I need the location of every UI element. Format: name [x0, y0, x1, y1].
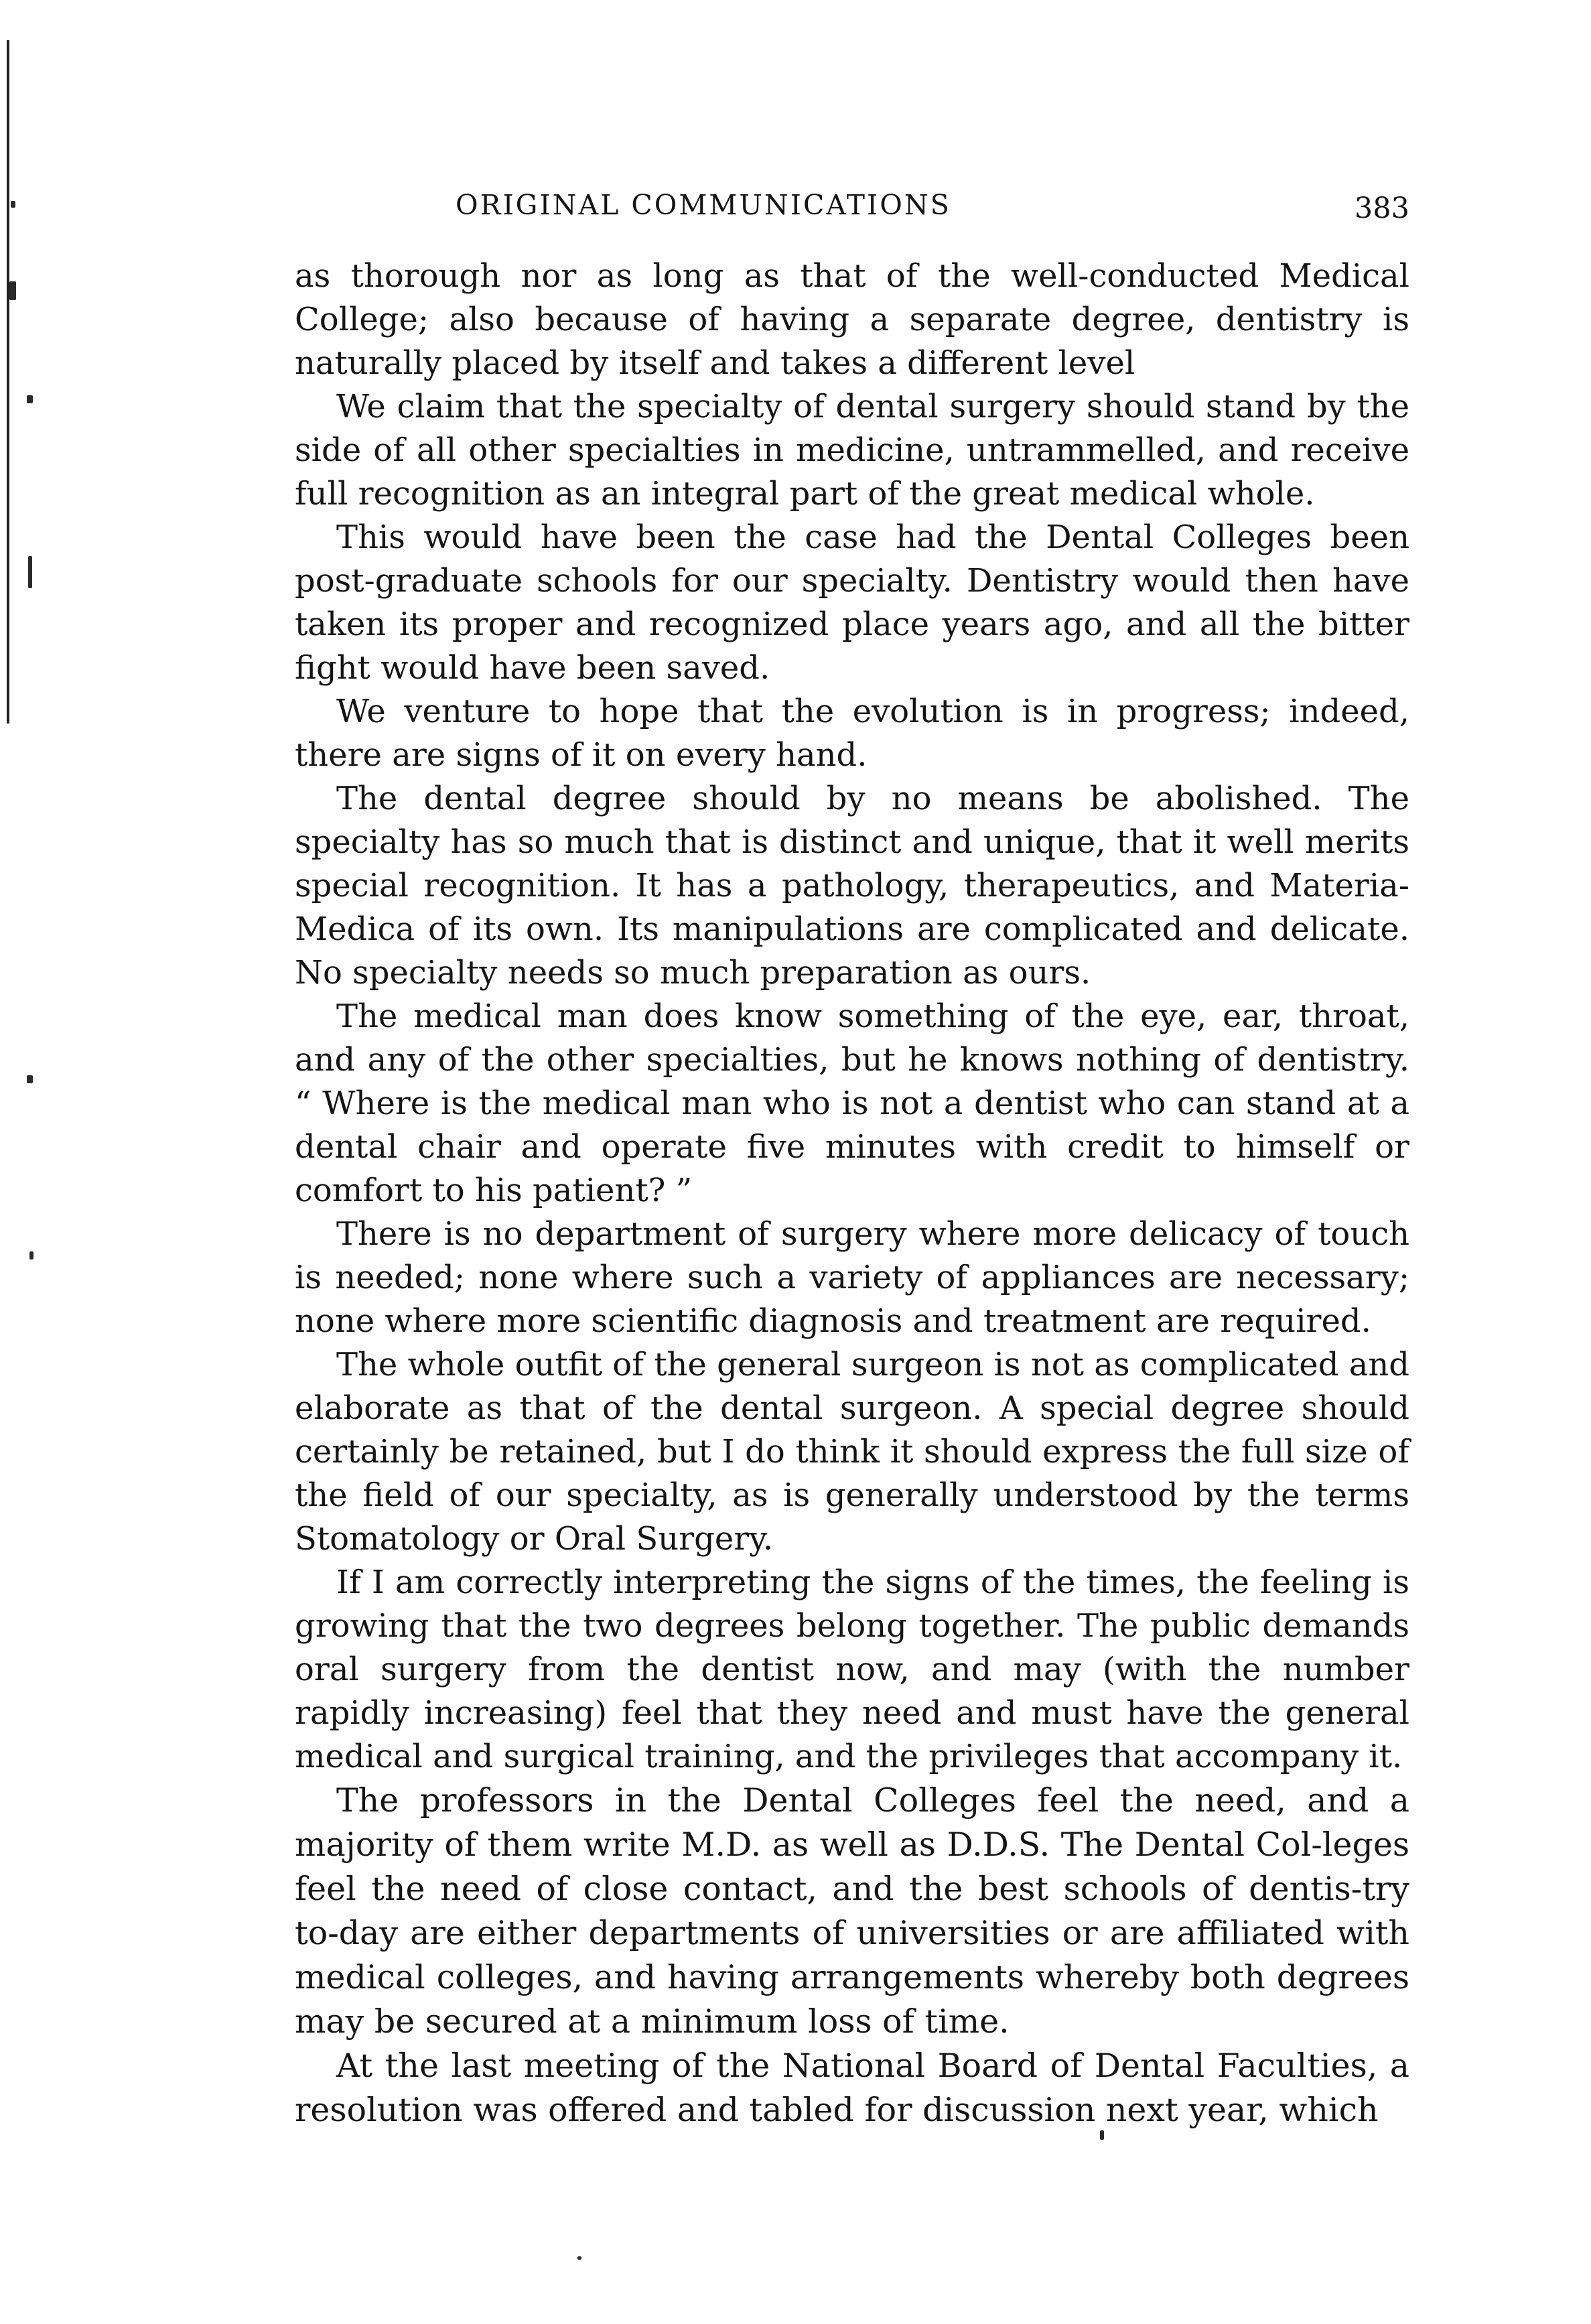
- running-head: [295, 189, 1409, 229]
- paragraph: as thorough nor as long as that of the well-conducted Medical College; also because of having a separate degree, dentistry is naturally placed by itself and takes a different level: [295, 257, 1409, 382]
- scan-speck: [27, 395, 33, 403]
- scan-speck: [28, 556, 32, 588]
- scan-speck: [11, 201, 15, 208]
- paragraph: The whole outfit of the general surgeon is not as complicated and elaborate as that of the dental surgeon. A special degree should certainly be retained, but I do think it should express the full size of the field of our specialty, as is generally understood by the terms Stomatology or Oral Surgery.: [295, 1346, 1409, 1558]
- scan-speck: [9, 281, 16, 300]
- paragraph: There is no department of surgery where more delicacy of touch is needed; none where such a variety of appliances are necessary; none where more scientific diagnosis and treatment are required.: [295, 1215, 1409, 1340]
- scan-speck: [27, 1075, 33, 1083]
- paragraph: We venture to hope that the evolution is in progress; indeed, there are signs of it on every hand.: [295, 693, 1409, 774]
- paragraph: The professors in the Dental Colleges feel the need, and a majority of them write M.D. as well as D.D.S. The Dental Col-leges feel the need of close contact, and the best schools of dentis-try to-day are either departments of universities or are affiliated with medical colleges, and having arrangements whereby both degrees may be secured at a minimum loss of time.: [295, 1781, 1409, 2041]
- scan-speck: [29, 1251, 33, 1259]
- body-text: [295, 255, 1409, 2291]
- paragraph: This would have been the case had the Dental Colleges been post-graduate schools for our specialty. Dentistry would then have taken its proper and recognized place years ago, and all the bitter fight would have been saved.: [295, 519, 1409, 687]
- page-number: 383: [1354, 192, 1409, 225]
- binding-edge: [7, 40, 9, 724]
- paragraph: If I am correctly interpreting the signs of the times, the feeling is growing that the two degrees belong together. The public demands oral surgery from the dentist now, and may (with the number rapidly increasing) feel that they need and must have the general medical and surgical training, and the privileges that accompany it.: [295, 1564, 1409, 1775]
- paragraph: We claim that the specialty of dental surgery should stand by the side of all other specialties in medicine, untrammelled, and receive full recognition as an integral part of the great medical whole.: [295, 388, 1409, 512]
- paragraph: At the last meeting of the National Board of Dental Faculties, a resolution was offered and tabled for discussion next year, which: [295, 2047, 1409, 2129]
- paragraph: The dental degree should by no means be abolished. The specialty has so much that is distinct and unique, that it well merits special recognition. It has a pathology, therapeutics, and Materia-Medica of its own. Its manipulations are complicated and delicate. No specialty needs so much preparation as ours.: [295, 780, 1409, 992]
- paragraph: The medical man does know something of the eye, ear, throat, and any of the other specialties, but he knows nothing of dentistry. “ Where is the medical man who is not a dentist who can stand at a dental chair and operate five minutes with credit to himself or comfort to his patient? ”: [295, 998, 1409, 1209]
- running-title: ORIGINAL COMMUNICATIONS: [456, 189, 951, 221]
